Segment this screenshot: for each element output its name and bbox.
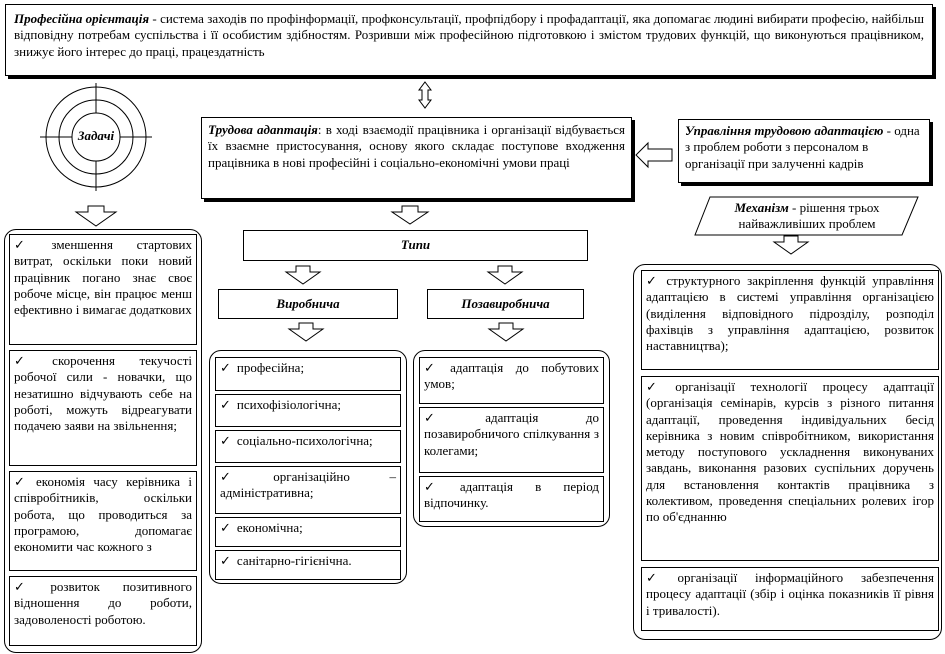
task-item: ✓ економія часу керівника і співробітників, оскільки робота, що проводиться за програмою, допомагає економити час кожного з bbox=[9, 471, 197, 571]
check-icon: ✓ bbox=[220, 469, 268, 484]
check-icon: ✓ bbox=[220, 433, 231, 448]
problem-item: ✓ структурного закріплення функцій управління адаптацією в системі управління організацією (виділення відповідного підрозділу, розподіл фахівців з управління адаптацією, розвиток наставництва); bbox=[641, 270, 939, 370]
nonproduction-item: ✓ адаптація до побутових умов; bbox=[419, 357, 604, 404]
check-icon: ✓ bbox=[424, 479, 454, 494]
nonproduction-item: ✓ адаптація до позавиробничого спілкування з колегами; bbox=[419, 407, 604, 473]
tasks-title: Задачі bbox=[77, 128, 115, 143]
definition-term: Професійна орієнтація bbox=[14, 11, 150, 26]
management-text: - одна з проблем роботи з персоналом в організації при залученні кадрів bbox=[685, 123, 920, 171]
double-arrow-icon bbox=[419, 82, 431, 108]
check-icon: ✓ bbox=[646, 379, 670, 394]
definition-text: - система заходів по профінформації, профконсультації, профпідбору і профадаптації, яка допомагає людині вибирати професію, найбільш відповідну потребам суспільства і її особистим здібностям. Розривши між професійною підготовкою і змістом трудових функцій, що виконуються працівником, знижує його інтерес до праці, працездатність bbox=[14, 11, 924, 59]
check-icon: ✓ bbox=[646, 273, 661, 288]
types-box bbox=[243, 230, 588, 261]
production-item: ✓ економічна; bbox=[215, 517, 401, 547]
adaptation-term: Трудова адаптація bbox=[208, 122, 318, 137]
nonproduction-box bbox=[427, 289, 584, 319]
problem-item: ✓ організації технології процесу адаптації (організація семінарів, курсів з різного питання адаптації, проведення індивідуальних бесід керівника з новим співробітником, використання методу поступового ускладнення виконуваних завдань, виконання разових суспільних доручень для встановлення контактів працівника з колективом, проведення спеціальних ролевих ігор по об'єднанню bbox=[641, 376, 939, 561]
adaptation-box bbox=[201, 117, 632, 199]
task-item: ✓ розвиток позитивного відношення до роботи, задоволеності роботою. bbox=[9, 576, 197, 646]
check-icon: ✓ bbox=[646, 570, 672, 585]
check-icon: ✓ bbox=[220, 520, 231, 535]
check-icon: ✓ bbox=[14, 474, 31, 489]
mechanism-term: Механізм bbox=[734, 200, 789, 215]
check-icon: ✓ bbox=[14, 579, 45, 594]
production-item: ✓ організаційно – адміністративна; bbox=[215, 466, 401, 514]
nonproduction-item: ✓ адаптація в період відпочинку. bbox=[419, 476, 604, 522]
management-box bbox=[678, 119, 930, 183]
task-item: ✓ зменшення стартових витрат, оскільки поки новий працівник погано знає своє робоче місце, він працює менш ефективно і вимагає додаткових bbox=[9, 234, 197, 345]
production-item: ✓ професійна; bbox=[215, 357, 401, 391]
management-term: Управління трудовою адаптацією bbox=[685, 123, 884, 138]
production-box bbox=[218, 289, 398, 319]
nonproduction-title: Позавиробнича bbox=[461, 295, 550, 311]
production-item: ✓ психофізіологічна; bbox=[215, 394, 401, 427]
production-item: ✓ соціально-психологічна; bbox=[215, 430, 401, 463]
check-icon: ✓ bbox=[220, 553, 231, 568]
check-icon: ✓ bbox=[220, 360, 231, 375]
left-arrow-icon bbox=[636, 143, 672, 167]
mechanism-box bbox=[710, 200, 904, 233]
definition-box bbox=[5, 4, 933, 76]
check-icon: ✓ bbox=[424, 360, 445, 375]
check-icon: ✓ bbox=[14, 237, 46, 252]
check-icon: ✓ bbox=[220, 397, 231, 412]
check-icon: ✓ bbox=[14, 353, 47, 368]
adaptation-text: : в ході взаємодії працівника і організації відбувається їх взаємне пристосування, основу якого складає поступове входження працівника в нові професійні і соціально-економічні умови праці bbox=[208, 122, 625, 170]
types-title: Типи bbox=[400, 237, 431, 253]
production-title: Виробнича bbox=[276, 295, 340, 311]
problem-item: ✓ організації інформаційного забезпечення процесу адаптації (збір і оцінка показників її рівня і тривалості). bbox=[641, 567, 939, 631]
check-icon: ✓ bbox=[424, 410, 480, 425]
mechanism-text: - рішення трьох найважливіших проблем bbox=[738, 200, 880, 232]
production-item: ✓ санітарно-гігієнічна. bbox=[215, 550, 401, 580]
task-item: ✓ скорочення текучості робочої сили - новачки, що незатишно відчувають себе на роботі, можуть відреагувати подачею заяви на звільнення; bbox=[9, 350, 197, 466]
